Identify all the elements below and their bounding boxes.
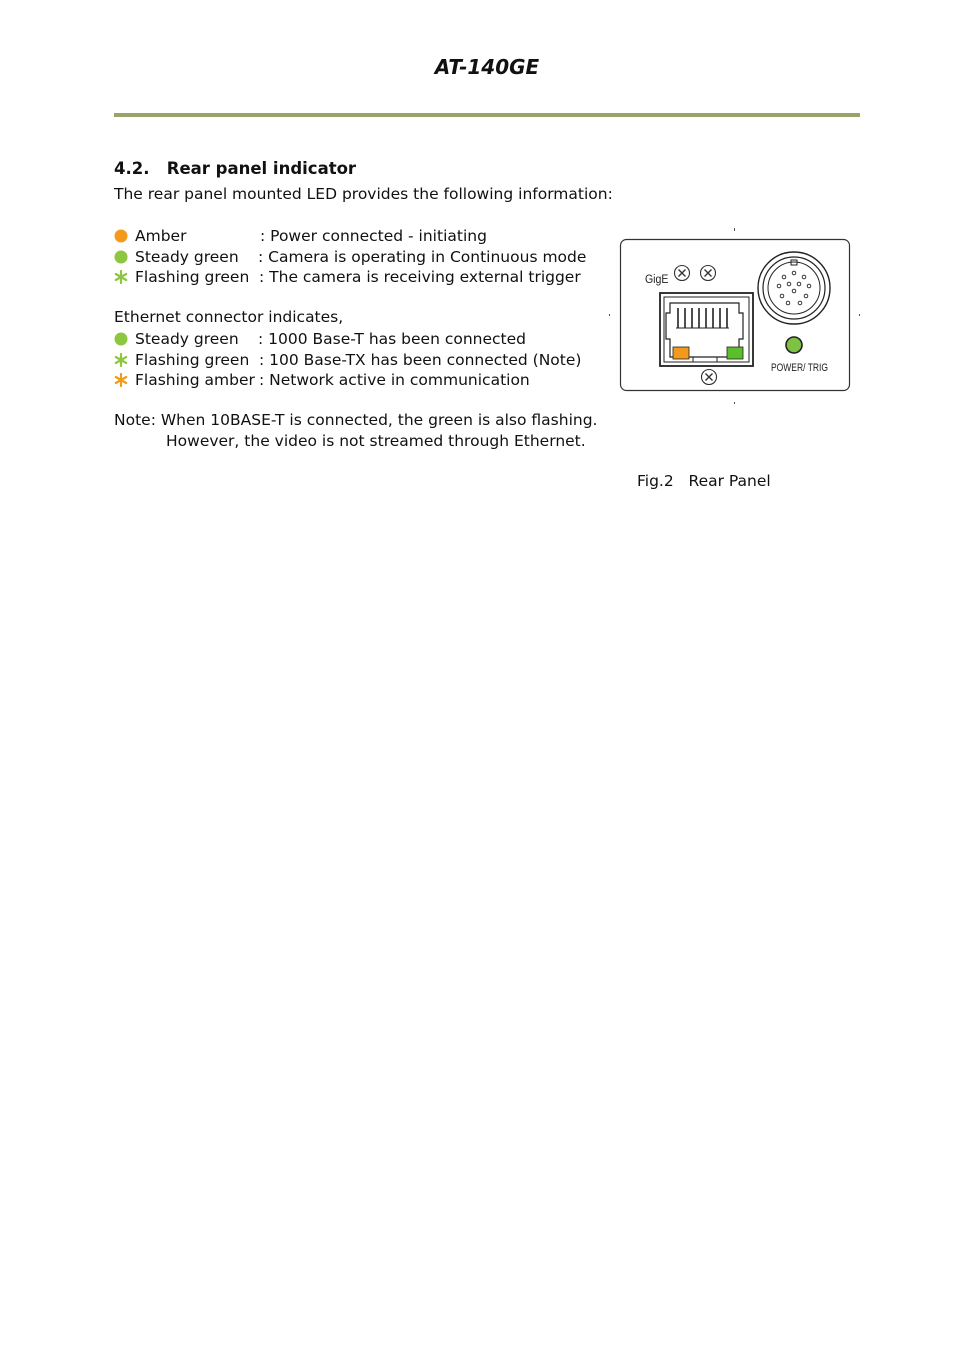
screw-icon bbox=[675, 266, 690, 281]
flashing-star-icon bbox=[114, 373, 128, 387]
ethernet-heading: Ethernet connector indicates, bbox=[114, 308, 344, 326]
flashing-star-icon bbox=[114, 353, 128, 367]
note-line-2: However, the video is not streamed through Ethernet. bbox=[166, 432, 586, 450]
screw-icon bbox=[702, 370, 717, 385]
link-led-amber bbox=[673, 347, 689, 359]
indicator-label: Steady green bbox=[135, 247, 239, 266]
indicator-label: Flashing green bbox=[135, 268, 250, 286]
section-title: Rear panel indicator bbox=[166, 159, 357, 178]
indicator-label: Amber bbox=[135, 227, 187, 245]
steady-dot-icon bbox=[114, 332, 128, 346]
section-number: 4.2. bbox=[114, 159, 150, 178]
ethernet-description: : 1000 Base-T has been connected bbox=[258, 330, 526, 348]
indicator-description: : The camera is receiving external trigger bbox=[259, 268, 581, 286]
page-title: AT-140GE bbox=[434, 55, 540, 79]
figure-caption: Fig.2 Rear Panel bbox=[637, 472, 771, 490]
ethernet-description: : 100 Base-TX has been connected (Note) bbox=[259, 350, 582, 369]
ethernet-label: Flashing green bbox=[135, 350, 250, 369]
ethernet-description: : Network active in communication bbox=[259, 371, 530, 389]
note bbox=[114, 410, 597, 452]
gige-label: GigE bbox=[644, 273, 669, 287]
indicator-description: : Camera is operating in Continuous mode bbox=[258, 247, 587, 266]
steady-dot-icon bbox=[114, 229, 128, 243]
note-line-1: Note: When 10BASE-T is connected, the green is also flashing. bbox=[114, 411, 598, 429]
steady-dot-icon bbox=[114, 250, 128, 264]
power-trig-led bbox=[786, 337, 802, 353]
ethernet-label: Steady green bbox=[135, 330, 239, 348]
link-led-green bbox=[727, 347, 743, 359]
screw-icon bbox=[701, 266, 716, 281]
section-heading bbox=[114, 159, 356, 178]
rear-panel-figure bbox=[608, 224, 862, 408]
header-rule bbox=[114, 113, 860, 117]
power-trig-label: POWER/ TRIG bbox=[771, 362, 828, 374]
flashing-star-icon bbox=[114, 270, 128, 284]
intro-text: The rear panel mounted LED provides the following information: bbox=[114, 185, 613, 203]
ethernet-label: Flashing amber bbox=[135, 371, 255, 389]
indicator-description: : Power connected - initiating bbox=[260, 227, 487, 245]
